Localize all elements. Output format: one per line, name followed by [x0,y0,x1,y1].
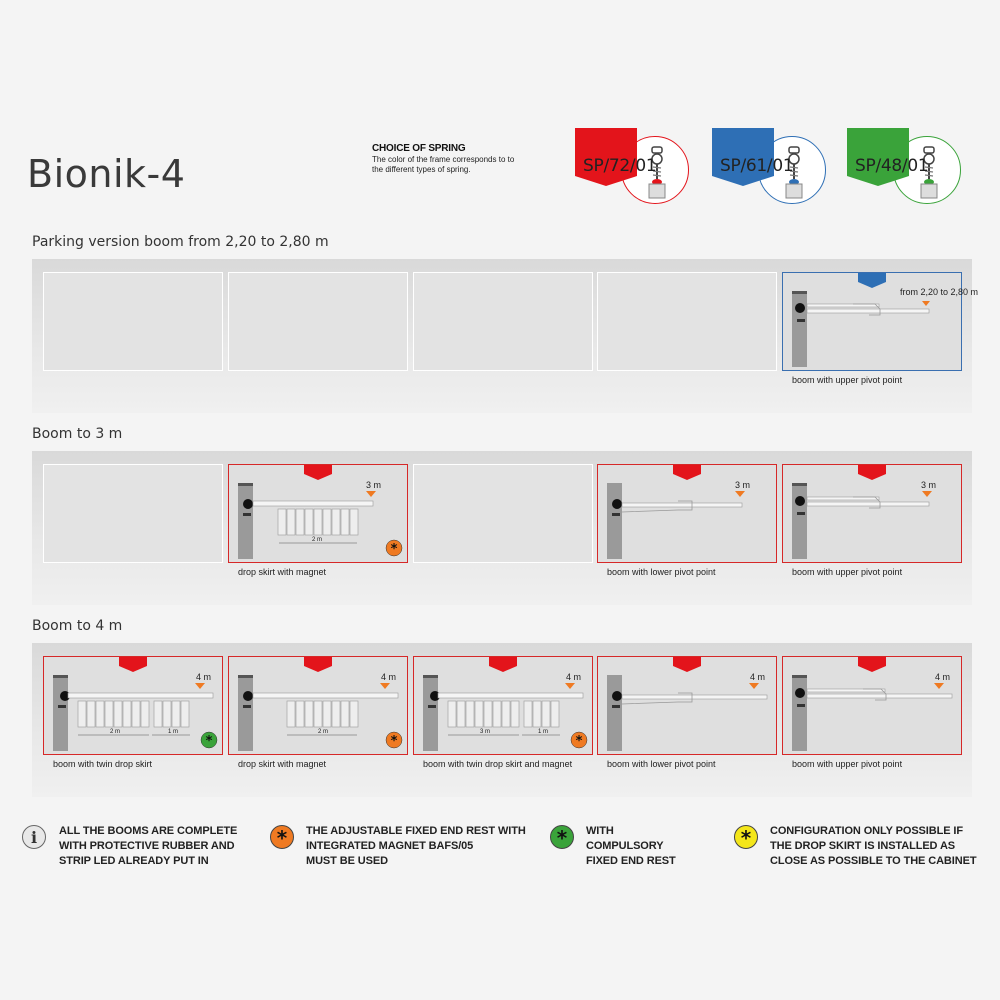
dimension-label: 3 m [480,729,491,735]
length-label: 3 m [921,480,937,490]
svg-text:*: * [390,734,398,749]
length-label: 4 m [566,672,582,682]
length-label: 3 m [735,480,751,490]
caption: drop skirt with magnet [238,759,327,769]
config-cell-lower-pivot-4m [597,656,777,755]
caption: boom with twin drop skirt and magnet [423,759,573,769]
legend-line: INTEGRATED MAGNET BAFS/05 [306,840,474,852]
empty-cell [413,464,593,563]
caption: boom with lower pivot point [607,759,716,769]
dimension-label: 2 m [110,729,121,735]
legend-line: THE DROP SKIRT IS INSTALLED AS [770,840,956,852]
caption: boom with upper pivot point [792,375,903,385]
legend-orange-text [306,824,526,869]
legend-line: FIXED END REST [586,855,676,867]
config-cell-drop-skirt-3m [228,464,408,563]
length-label: from 2,20 to 2,80 m [900,287,979,297]
legend-line: CLOSE AS POSSIBLE TO THE CABINET [770,855,977,867]
svg-text:*: * [390,542,398,557]
spring-type-green [847,128,965,206]
length-label: 4 m [750,672,766,682]
spring-desc-line: The color of the frame corresponds to to [372,155,515,164]
spring-info [372,143,562,175]
legend-green-text [586,824,676,869]
svg-text:*: * [205,734,213,749]
empty-cell [228,272,408,371]
config-cell-upper-pivot-3m [782,464,962,563]
yellow-asterisk-icon: * [734,825,758,849]
caption: boom with lower pivot point [607,567,716,577]
config-cell-upper-pivot-4m [782,656,962,755]
legend-line: WITH [586,825,614,837]
length-label: 4 m [196,672,212,682]
spring-type-red [575,128,693,206]
legend-line: STRIP LED ALREADY PUT IN [59,855,209,867]
caption: drop skirt with magnet [238,567,327,577]
svg-text:*: * [575,734,583,749]
empty-cell [597,272,777,371]
section-title-4m: Boom to 4 m [32,618,123,634]
spring-type-blue [712,128,830,206]
legend-yellow-text [770,824,976,869]
spring-heading: CHOICE OF SPRING [372,143,466,154]
spring-code: SP/72/01 [583,156,657,176]
empty-cell [413,272,593,371]
caption: boom with upper pivot point [792,759,903,769]
legend-info-text [59,824,237,869]
dimension-label: 1 m [538,729,549,735]
spring-code: SP/48/01 [855,156,929,176]
caption: boom with upper pivot point [792,567,903,577]
legend-line: CONFIGURATION ONLY POSSIBLE IF [770,825,963,837]
dimension-label: 1 m [168,729,179,735]
boom-lower-pivot-diagram [598,465,778,564]
empty-cell [43,464,223,563]
config-cell-upper-pivot-parking [782,272,979,371]
length-label: 4 m [935,672,951,682]
page-title: Bionik-4 [27,152,186,196]
config-cell-twin-drop-magnet-4m [413,656,593,755]
boom-drop-skirt-diagram [229,465,409,564]
spring-desc-line: the different types of spring. [372,165,471,174]
info-icon: i [22,825,46,849]
legend-line: WITH PROTECTIVE RUBBER AND [59,840,235,852]
dimension-label: 2 m [318,729,329,735]
empty-cell [43,272,223,371]
caption: boom with twin drop skirt [53,759,153,769]
legend-line: MUST BE USED [306,855,388,867]
spring-description [372,155,562,175]
green-asterisk-icon: * [550,825,574,849]
length-label: 3 m [366,480,382,490]
legend-line: COMPULSORY [586,840,664,852]
section-title-3m: Boom to 3 m [32,426,123,442]
dimension-label: 2 m [312,537,323,543]
spring-code: SP/61/01 [720,156,794,176]
config-cell-drop-skirt-4m [228,656,408,755]
legend-line: ALL THE BOOMS ARE COMPLETE [59,825,238,837]
config-cell-twin-drop-4m [43,656,223,755]
orange-asterisk-icon: * [270,825,294,849]
config-cell-lower-pivot-3m [597,464,777,563]
length-label: 4 m [381,672,397,682]
legend-line: THE ADJUSTABLE FIXED END REST WITH [306,825,526,837]
section-title-parking: Parking version boom from 2,20 to 2,80 m [32,234,329,250]
